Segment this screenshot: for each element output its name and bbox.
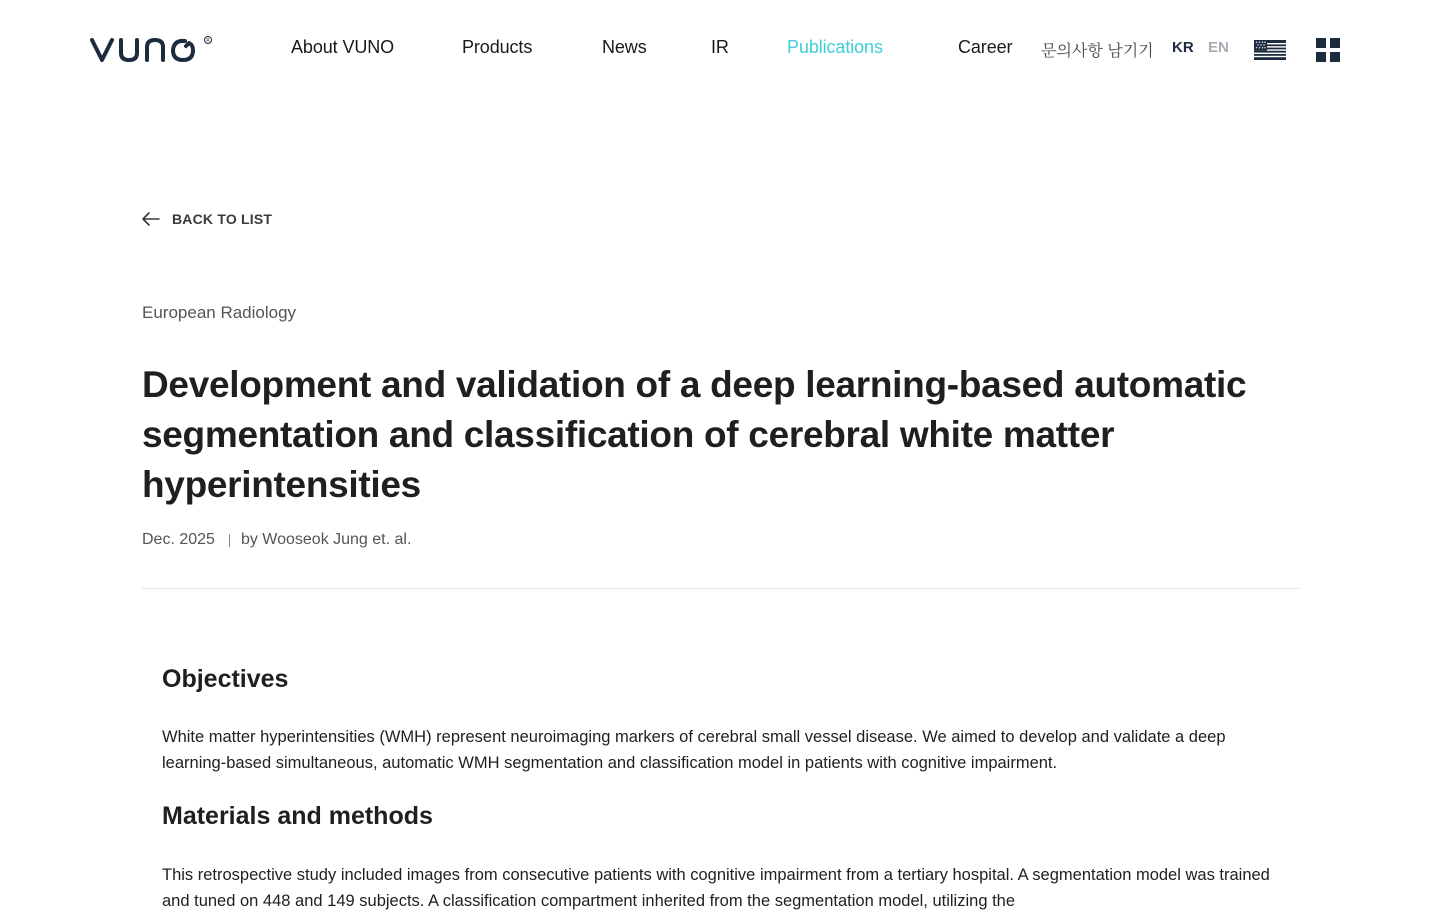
section-text-objectives: White matter hyperintensities (WMH) represent neuroimaging markers of cerebral small vessel disease. We aimed to develop and validate a deep learning-based simultaneous, automatic WMH segmentation and classification model in patients with cognitive impairment.: [162, 728, 1226, 772]
lang-en-button[interactable]: EN: [1208, 39, 1229, 56]
section-text-methods: This retrospective study included images from consecutive patients with cognitive impairment from a tertiary hospital. A segmentation model was trained and tuned on 448 and 149 subjects. A classification compartment inherited from the segmentation model, utilizing the: [162, 866, 1270, 910]
us-flag-icon[interactable]: [1254, 40, 1286, 60]
section-heading-objectives: Objectives: [162, 665, 289, 693]
vuno-logo[interactable]: [90, 34, 215, 64]
article-meta: [142, 531, 411, 549]
nav-ir[interactable]: IR: [711, 37, 729, 57]
nav-products[interactable]: Products: [462, 37, 533, 57]
publication-date: Dec. 2025: [142, 531, 215, 548]
contact-link[interactable]: 문의사항 남기기: [1041, 43, 1154, 60]
article-title: Development and validation of a deep learning-based automatic segmentation and classification of cerebral white matter hyperintensities: [142, 364, 1247, 505]
nav-publications[interactable]: Publications: [787, 37, 883, 57]
article-authors: by Wooseok Jung et. al.: [240, 531, 412, 548]
divider: [142, 588, 1299, 589]
nav-career[interactable]: Career: [958, 37, 1013, 57]
meta-separator: [229, 534, 230, 547]
back-to-list-label: BACK TO LIST: [172, 211, 273, 227]
back-to-list-link[interactable]: [142, 209, 272, 229]
nav-about[interactable]: About VUNO: [291, 37, 395, 57]
arrow-left-icon: [142, 212, 160, 226]
svg-text:R: R: [206, 38, 210, 44]
section-heading-methods: Materials and methods: [162, 802, 433, 830]
grid-menu-icon[interactable]: [1316, 38, 1340, 62]
journal-name: European Radiology: [142, 303, 297, 322]
nav-news[interactable]: News: [602, 37, 647, 57]
site-header: [0, 0, 1440, 100]
lang-kr-button[interactable]: KR: [1172, 39, 1194, 56]
